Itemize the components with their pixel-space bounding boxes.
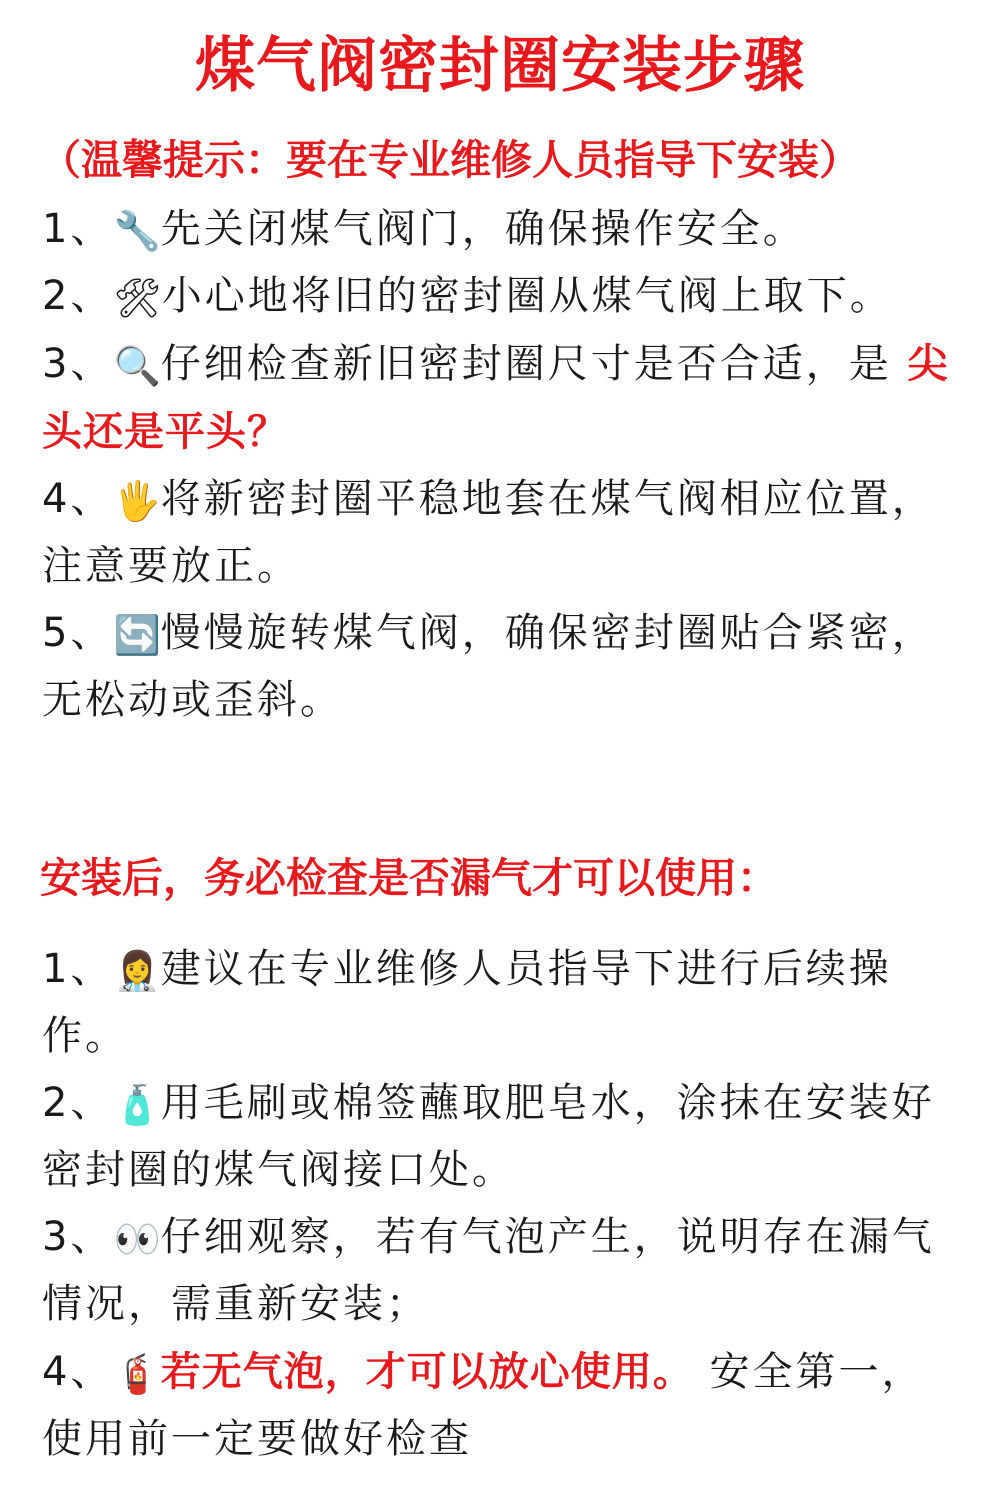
wrench-icon: 🔧 (113, 209, 161, 253)
check-step (42, 1204, 964, 1338)
lotion-bottle-icon: 🧴 (113, 1083, 161, 1127)
step-number: 4、 (42, 476, 114, 522)
health-worker-icon: 👩‍⚕️ (113, 949, 161, 993)
step-number: 2、 (42, 1080, 114, 1126)
install-step (42, 263, 964, 330)
step-number: 3、 (42, 341, 114, 387)
step-highlight: 尖头还是平头？ (42, 340, 949, 455)
eyes-icon: 👀 (113, 1217, 161, 1261)
install-step (42, 466, 964, 600)
step-text: 慢慢旋转煤气阀，确保密封圈贴合紧密，无松动或歪斜。 (42, 610, 935, 723)
step-text: 用毛刷或棉签蘸取肥皂水，涂抹在安装好密封圈的煤气阀接口处。 (42, 1080, 935, 1193)
step-text: 仔细检查新旧密封圈尺寸是否合适，是 (160, 341, 908, 387)
check-step (42, 1338, 964, 1473)
rotate-arrows-icon: 🔄 (113, 613, 161, 657)
hammer-and-wrench-icon: 🛠 (113, 276, 162, 320)
install-steps-list (42, 196, 964, 734)
leak-check-list (42, 936, 964, 1473)
safety-tip: （温馨提示：要在专业维修人员指导下安装） (40, 136, 860, 184)
section-heading: 安装后，务必检查是否漏气才可以使用： (40, 854, 778, 902)
page-title: 煤气阀密封圈安装步骤 (195, 31, 805, 101)
install-step (42, 196, 964, 263)
install-step (42, 330, 964, 466)
check-step (42, 936, 964, 1070)
step-text: 安全第一，使用前一定要做好检查 (42, 1349, 925, 1462)
step-number: 3、 (42, 1214, 114, 1260)
fire-extinguisher-icon: 🧯 (113, 1352, 161, 1396)
step-number: 1、 (42, 946, 114, 992)
step-text: 将新密封圈平稳地套在煤气阀相应位置，注意要放正。 (42, 476, 935, 589)
step-text: 小心地将旧的密封圈从煤气阀上取下。 (161, 273, 893, 319)
install-step (42, 600, 964, 734)
raised-hand-icon: 🖐 (113, 479, 161, 523)
check-step (42, 1070, 964, 1204)
step-highlight: 若无气泡，才可以放心使用。 (160, 1348, 694, 1395)
step-text: 建议在专业维修人员指导下进行后续操作。 (42, 946, 892, 1059)
step-text: 仔细观察，若有气泡产生，说明存在漏气情况，需重新安装； (42, 1214, 935, 1327)
magnifier-icon: 🔍 (113, 344, 161, 388)
step-number: 2、 (42, 273, 114, 319)
step-text: 先关闭煤气阀门，确保操作安全。 (160, 206, 806, 252)
step-number: 1、 (42, 206, 114, 252)
step-number: 4、 (42, 1349, 114, 1395)
step-number: 5、 (42, 610, 114, 656)
